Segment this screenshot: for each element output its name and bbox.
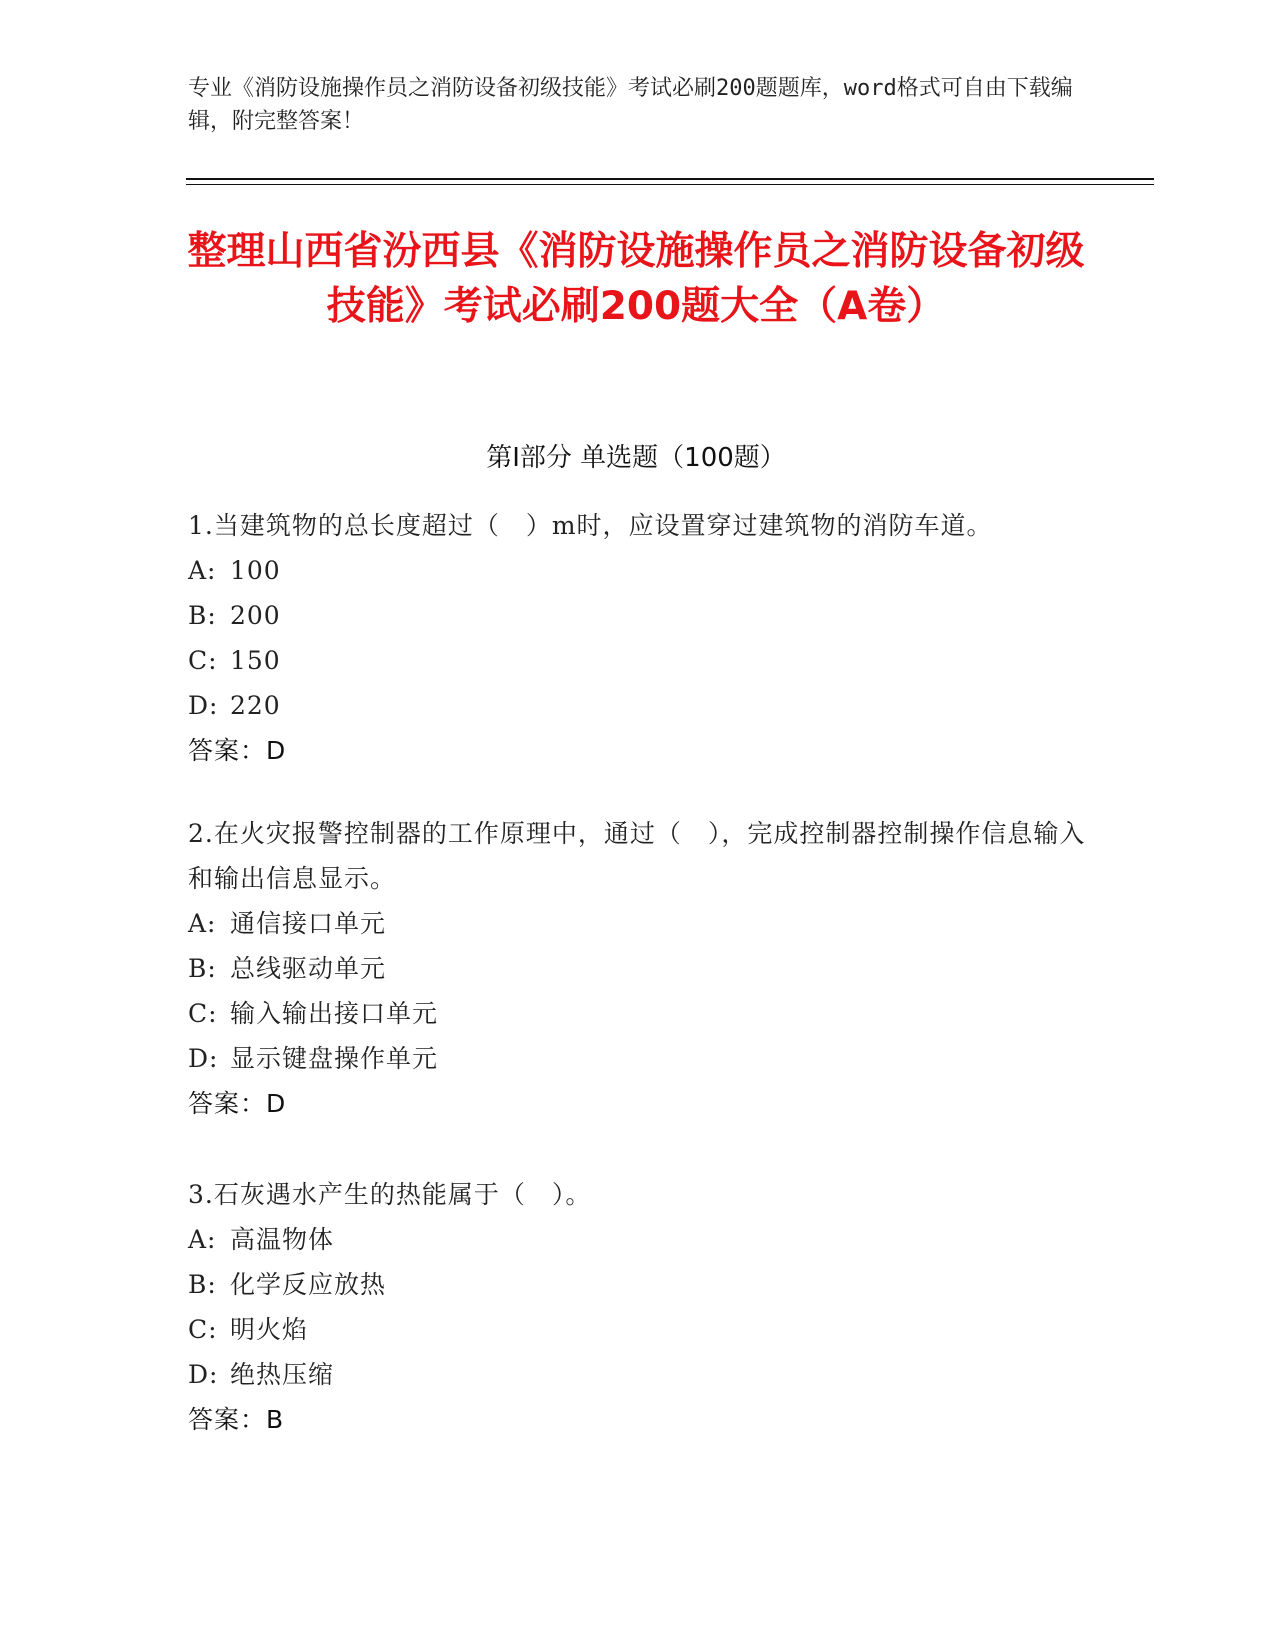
question-text: 1.当建筑物的总长度超过（ ）m时，应设置穿过建筑物的消防车道。 bbox=[188, 511, 993, 540]
option-d bbox=[188, 683, 1088, 728]
option-label: A: bbox=[188, 556, 217, 585]
option-d bbox=[188, 1036, 1088, 1081]
option-value: 通信接口单元 bbox=[230, 909, 387, 938]
option-label: C: bbox=[188, 999, 218, 1028]
answer: 答案：B bbox=[188, 1405, 285, 1434]
option-c bbox=[188, 991, 1088, 1036]
section-heading: 第I部分 单选题（100题） bbox=[486, 443, 786, 473]
question-2 bbox=[188, 811, 1088, 1126]
option-value: 220 bbox=[230, 691, 281, 720]
question-1 bbox=[188, 503, 1088, 773]
option-value: 化学反应放热 bbox=[230, 1270, 387, 1299]
option-value: 绝热压缩 bbox=[230, 1360, 335, 1389]
option-value: 明火焰 bbox=[230, 1315, 309, 1344]
option-d bbox=[188, 1352, 1088, 1397]
question-3 bbox=[188, 1172, 1088, 1442]
option-label: A: bbox=[188, 909, 217, 938]
answer: 答案：D bbox=[188, 736, 287, 765]
option-a bbox=[188, 1217, 1088, 1262]
option-value: 100 bbox=[230, 556, 281, 585]
option-label: C: bbox=[188, 646, 218, 675]
question-text: 3.石灰遇水产生的热能属于（ ）。 bbox=[188, 1180, 592, 1209]
option-label: D: bbox=[188, 1044, 219, 1073]
header-rule-thick bbox=[186, 178, 1154, 180]
option-label: C: bbox=[188, 1315, 218, 1344]
option-c bbox=[188, 638, 1088, 683]
question-text: 2.在火灾报警控制器的工作原理中，通过（ ），完成控制器控制操作信息输入和输出信息显示。 bbox=[188, 819, 1086, 893]
option-b bbox=[188, 946, 1088, 991]
option-value: 200 bbox=[230, 601, 281, 630]
option-label: D: bbox=[188, 1360, 219, 1389]
option-value: 高温物体 bbox=[230, 1225, 335, 1254]
option-label: B: bbox=[188, 1270, 217, 1299]
option-value: 输入输出接口单元 bbox=[230, 999, 439, 1028]
answer: 答案：D bbox=[188, 1089, 287, 1118]
option-a bbox=[188, 901, 1088, 946]
option-value: 150 bbox=[230, 646, 281, 675]
option-c bbox=[188, 1307, 1088, 1352]
option-a bbox=[188, 548, 1088, 593]
option-b bbox=[188, 1262, 1088, 1307]
option-value: 总线驱动单元 bbox=[230, 954, 387, 983]
header-note: 专业《消防设施操作员之消防设备初级技能》考试必刷200题题库，word格式可自由下载编辑，附完整答案！ bbox=[188, 76, 1073, 134]
option-label: A: bbox=[188, 1225, 217, 1254]
option-label: B: bbox=[188, 601, 217, 630]
option-value: 显示键盘操作单元 bbox=[230, 1044, 439, 1073]
option-label: B: bbox=[188, 954, 217, 983]
header-rule-thin bbox=[186, 184, 1154, 185]
document-title: 整理山西省汾西县《消防设施操作员之消防设备初级技能》考试必刷200题大全（A卷） bbox=[187, 229, 1085, 329]
option-b bbox=[188, 593, 1088, 638]
option-label: D: bbox=[188, 691, 219, 720]
